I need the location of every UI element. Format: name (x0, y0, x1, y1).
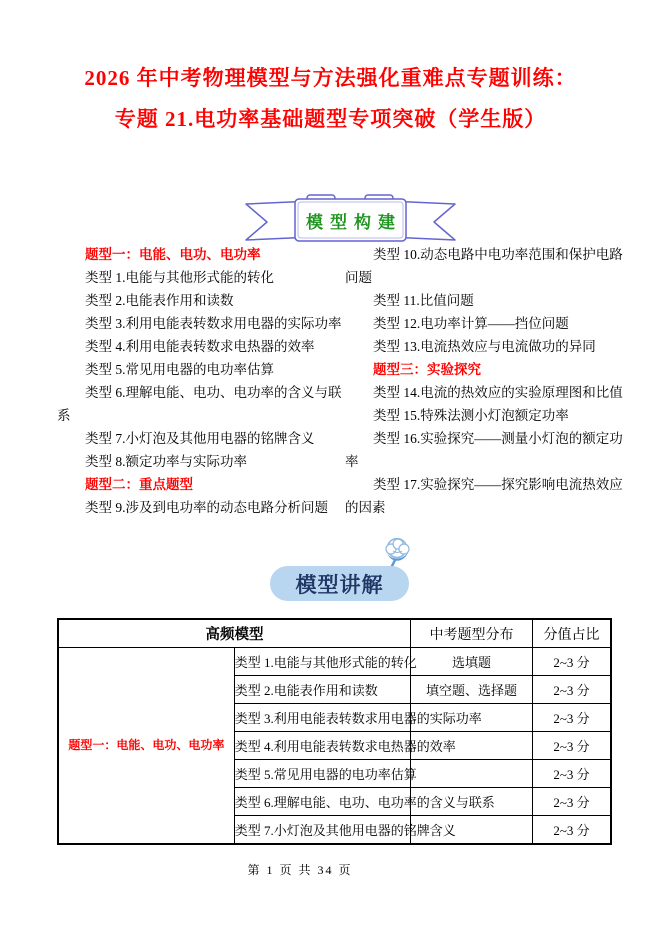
outline-line: 类型 8.额定功率与实际功率 (85, 454, 247, 469)
cell-type-label: 类型 1.电能与其他形式能的转化 (234, 648, 410, 676)
cell-distribution: 选填题 (411, 648, 533, 676)
cell-distribution: 填空题、选择题 (411, 676, 533, 704)
cell-score: 2~3 分 (533, 648, 612, 676)
cell-score: 2~3 分 (533, 676, 612, 704)
doc-title-line2: 专题 21.电功率基础题型专项突破（学生版） (114, 107, 547, 131)
outline-line: 类型 6.理解电能、电功、电功率的含义与联 (85, 385, 342, 400)
merged-category-cell: 题型一：电能、电功、电功率 (58, 648, 234, 845)
outline-line: 类型 13.电流热效应与电流做功的异同 (373, 339, 596, 354)
cell-score: 2~3 分 (533, 760, 612, 788)
header-cell-score: 分值占比 (533, 619, 612, 648)
outline-line: 题型三：实验探究 (373, 362, 481, 377)
banner-label: 模型构建 (306, 212, 402, 232)
cell-type-label: 类型 7.小灯泡及其他用电器的铭牌含义 (234, 816, 410, 845)
outline-line: 类型 5.常见用电器的电功率估算 (85, 362, 274, 377)
model-explanation-badge: 模型讲解 (270, 566, 409, 601)
outline-line: 类型 16.实验探究——测量小灯泡的额定功 (373, 431, 623, 446)
cell-type-label: 类型 6.理解电能、电功、电功率的含义与联系 (234, 788, 410, 816)
outline-line: 类型 4.利用电能表转数求电热器的效率 (85, 339, 315, 354)
outline-line: 类型 9.涉及到电功率的动态电路分析问题 (85, 500, 328, 515)
outline-column-right (345, 243, 645, 519)
cell-score: 2~3 分 (533, 816, 612, 845)
outline-line: 类型 11.比值问题 (373, 293, 474, 308)
outline-line: 系 (57, 408, 71, 423)
outline-column-left (57, 243, 357, 519)
outline-line: 问题 (345, 270, 372, 285)
outline-line: 类型 17.实验探究——探究影响电流热效应 (373, 477, 623, 492)
header-cell-model: 高频模型 (58, 619, 411, 648)
cell-type-label: 类型 3.利用电能表转数求用电器的实际功率 (234, 704, 410, 732)
cell-type-label: 类型 4.利用电能表转数求电热器的效率 (234, 732, 410, 760)
outline-line: 类型 1.电能与其他形式能的转化 (85, 270, 274, 285)
page-footer: 第 1 页 共 34 页 (247, 863, 353, 877)
cell-score: 2~3 分 (533, 704, 612, 732)
cell-distribution (411, 760, 533, 788)
outline-line: 类型 3.利用电能表转数求用电器的实际功率 (85, 316, 342, 331)
cell-score: 2~3 分 (533, 788, 612, 816)
table-row (58, 648, 611, 676)
outline-line: 题型一：电能、电功、电功率 (85, 247, 261, 262)
cell-score: 2~3 分 (533, 732, 612, 760)
outline-line: 类型 2.电能表作用和读数 (85, 293, 234, 308)
outline-line: 类型 7.小灯泡及其他用电器的铭牌含义 (85, 431, 315, 446)
cell-type-label: 类型 5.常见用电器的电功率估算 (234, 760, 410, 788)
model-construction-banner (243, 192, 458, 246)
outline-line: 类型 14.电流的热效应的实验原理图和比值 (373, 385, 623, 400)
outline-line: 的因素 (345, 500, 386, 515)
outline-line: 类型 15.特殊法测小灯泡额定功率 (373, 408, 569, 423)
header-cell-distribution: 中考题型分布 (411, 619, 533, 648)
frequency-model-table (57, 618, 612, 845)
outline-line: 率 (345, 454, 359, 469)
table-header-row (58, 619, 611, 648)
doc-title-line1: 2026 年中考物理模型与方法强化重难点专题训练： (84, 66, 577, 90)
outline-line: 类型 10.动态电路中电功率范围和保护电路 (373, 247, 623, 262)
cell-type-label: 类型 2.电能表作用和读数 (234, 676, 410, 704)
outline-line: 类型 12.电功率计算——挡位问题 (373, 316, 569, 331)
outline-line: 题型二：重点题型 (85, 477, 193, 492)
